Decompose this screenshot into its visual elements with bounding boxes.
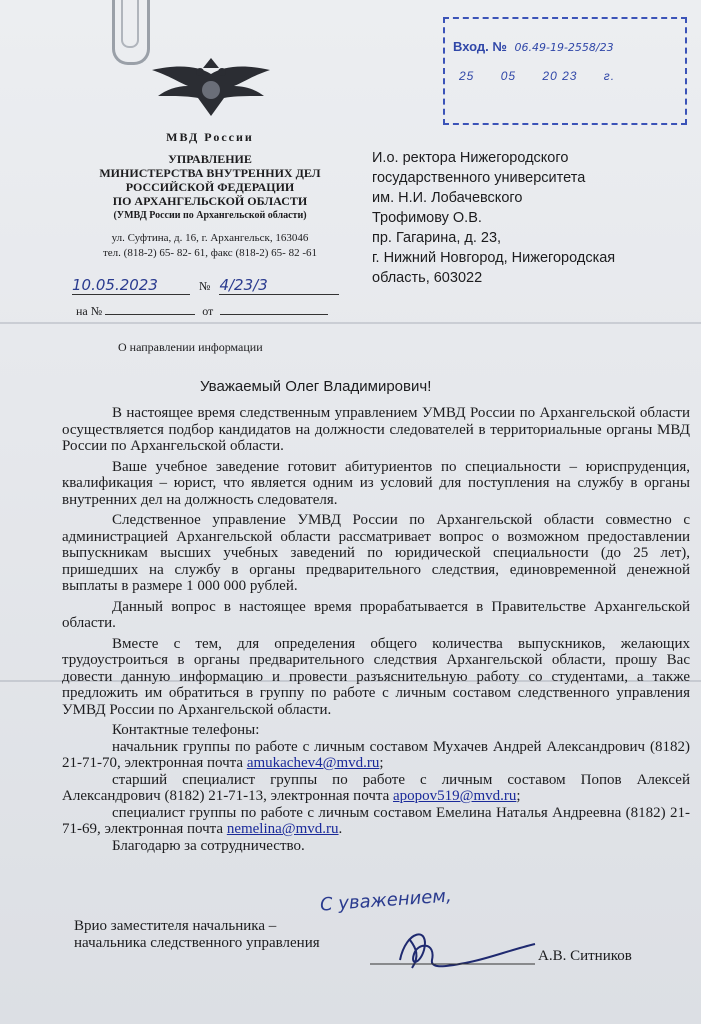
signer-position-line-1: Врио заместителя начальника – [74, 918, 277, 934]
stamp-year: 20 23 [542, 69, 578, 83]
double-headed-eagle-icon [148, 56, 274, 122]
org-line-3: РОССИЙСКОЙ ФЕДЕРАЦИИ [125, 180, 295, 194]
contact-text: специалист группы по работе с личным составом Емелина Наталья Андреевна (8182) 21-71-69, электронная почта [62, 804, 690, 837]
outgoing-number-label: № [199, 279, 211, 293]
paper-clip [112, 0, 150, 65]
addressee-line: пр. Гагарина, д. 23, [372, 230, 502, 246]
org-address: ул. Суфтина, д. 16, г. Архангельск, 163046 [111, 232, 309, 244]
contact-text: старший специалист группы по работе с личным составом Попов Алексей Александрович (8182) 21-71-13, электронная почта [62, 771, 690, 804]
org-phones: тел. (818-2) 65- 82- 61, факс (818-2) 65- 82 -61 [102, 247, 318, 259]
addressee-line: государственного университета [372, 170, 586, 186]
stamp-label: Вход. № [453, 39, 507, 54]
paragraph: Данный вопрос в настоящее время прорабатывается в Правительстве Архангельской области. [62, 598, 690, 631]
contact-text: начальник группы по работе с личным составом Мухачев Андрей Александрович (8182) 21-71-70, электронная почта [62, 738, 690, 771]
greeting: Уважаемый Олег Владимирович! [200, 378, 432, 395]
reference-registration [76, 302, 328, 319]
paragraph: Вместе с тем, для определения общего количества выпускников, желающих трудоустроиться в органы предварительного следствия Архангельской области, прошу Вас довести данную информацию и провести разъяснительную работу со студентами, а также предложить им обратиться в группу по работе с личным составом следственного управления УМВД России по Архангельской области. [62, 635, 690, 718]
stamp-day: 25 [459, 69, 475, 83]
outgoing-registration [72, 276, 339, 295]
reference-label: на № [76, 304, 103, 318]
addressee-line: Трофимову О.В. [372, 210, 482, 226]
contact-item: специалист группы по работе с личным составом Емелина Наталья Андреевна (8182) 21-71-69, электронная почта nemelina@mvd.ru. [62, 804, 690, 837]
signer-position-line-2: начальника следственного управления [74, 935, 320, 951]
thanks-line: Благодарю за сотрудничество. [112, 837, 305, 854]
addressee-line: г. Нижний Новгород, Нижегородская [372, 250, 616, 266]
org-short-name: (УМВД России по Архангельской области) [113, 210, 307, 221]
addressee-block [372, 148, 692, 288]
ministry-name: МВД России [166, 130, 254, 144]
outgoing-date: 10.05.2023 [72, 276, 190, 295]
addressee-line: область, 603022 [372, 270, 483, 286]
stamp-date-line [459, 69, 615, 83]
signer-position [74, 918, 374, 952]
outgoing-number: 4/23/3 [219, 276, 339, 295]
paragraph: Следственное управление УМВД России по Архангельской области совместно с администрацией Архангельской области рассматривает вопрос о возможном предоставлении выпускникам высших учебных заведений по юридической специальности (до 25 лет), пришедших на службу в органы предварительного следствия, единовременной денежной выплаты в размере 1 000 000 рублей. [62, 512, 690, 594]
addressee-line: им. Н.И. Лобачевского [372, 190, 523, 206]
contact-email-link[interactable]: nemelina@mvd.ru [226, 821, 339, 837]
stamp-month: 05 [500, 69, 517, 83]
letter-body [62, 405, 690, 854]
reference-from-label: от [202, 304, 214, 318]
contact-item: старший специалист группы по работе с личным составом Попов Алексей Александрович (8182) 21-71-13, электронная почта apopov519@mvd.ru; [62, 771, 690, 804]
organization-header [60, 130, 360, 261]
contact-email-link[interactable]: apopov519@mvd.ru [393, 788, 517, 804]
signature-icon [370, 920, 540, 980]
contact-email-link[interactable]: amukachev4@mvd.ru [246, 755, 380, 771]
stamp-number-line [453, 39, 614, 54]
addressee-line: И.о. ректора Нижегородского [372, 150, 569, 166]
contact-item: начальник группы по работе с личным составом Мухачев Андрей Александрович (8182) 21-71-70, электронная почта amukachev4@mvd.ru; [62, 738, 690, 771]
org-line-4: ПО АРХАНГЕЛЬСКОЙ ОБЛАСТИ [112, 194, 308, 208]
stamp-number: 06.49-19-2558/23 [514, 41, 614, 54]
handwritten-closing: С уважением, [319, 885, 453, 916]
paragraph: Ваше учебное заведение готовит абитуриентов по специальности – юриспруденция, квалификация – юрист, что является одним из условий для поступления на службу в органы внутренних дел на должность следователя. [62, 458, 690, 508]
paper-fold [0, 322, 701, 324]
reference-number-blank [105, 302, 195, 315]
incoming-stamp [443, 17, 687, 125]
stamp-year-suffix: г. [603, 69, 616, 83]
letter-subject: О направлении информации [118, 340, 263, 354]
org-line-1: УПРАВЛЕНИЕ [168, 152, 252, 166]
contacts-title: Контактные телефоны: [112, 722, 260, 738]
reference-date-blank [220, 302, 328, 315]
signer-name: А.В. Ситников [538, 948, 632, 964]
paragraph: В настоящее время следственным управлением УМВД России по Архангельской области осуществляется подбор кандидатов на должности следователей в территориальные органы МВД России по Архангельской области. [62, 405, 690, 454]
org-line-2: МИНИСТЕРСТВА ВНУТРЕННИХ ДЕЛ [99, 166, 321, 180]
